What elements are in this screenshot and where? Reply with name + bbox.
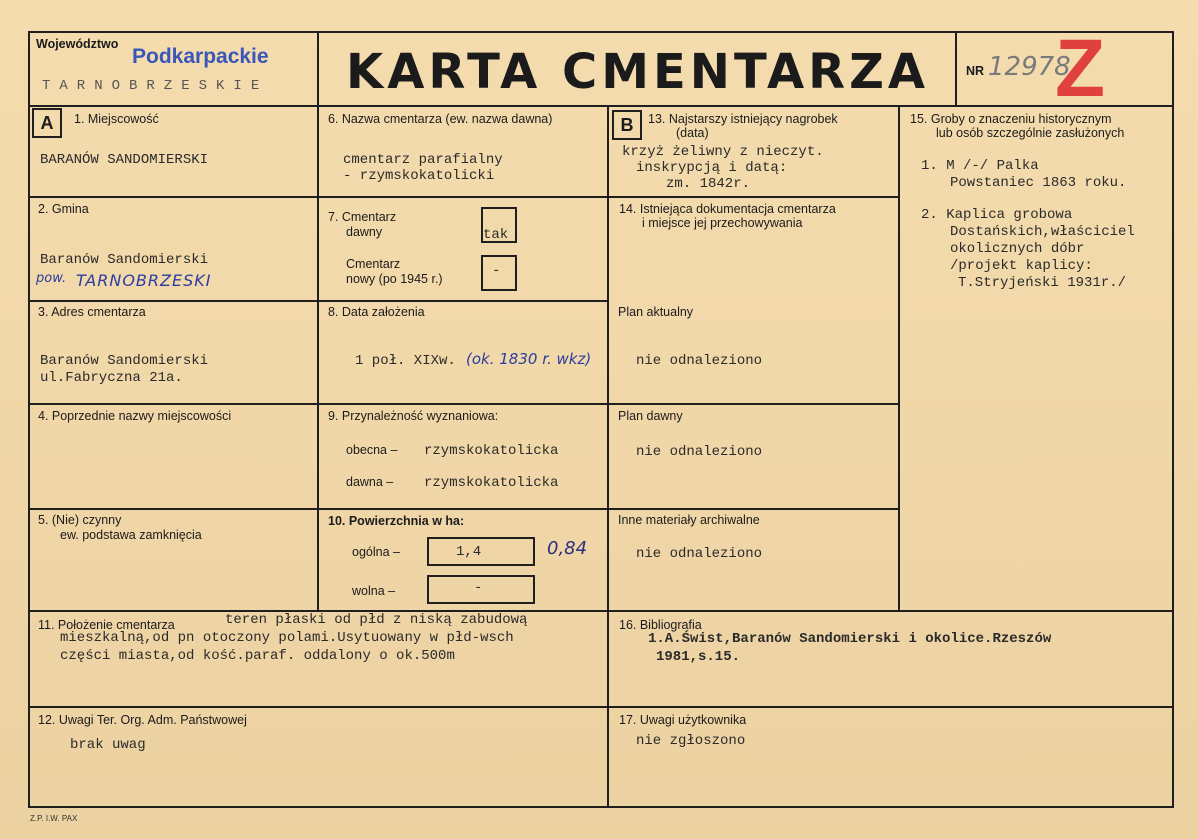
f5-label-1: 5. (Nie) czynny xyxy=(38,513,122,527)
f4-label: 4. Poprzednie nazwy miejscowości xyxy=(38,409,232,423)
f10-ogolna-label: ogólna – xyxy=(352,545,400,559)
f16-value-1: 1.A.Świst,Baranów Sandomierski i okolice.Rzeszów xyxy=(648,631,1052,647)
f10-ogolna-value: 1,4 xyxy=(456,544,482,560)
f13-value-2: inskrypcją i datą: xyxy=(636,160,788,176)
col-divider-1 xyxy=(317,31,319,611)
row-m4 xyxy=(317,508,609,510)
plan-dawny-label: Plan dawny xyxy=(618,409,683,423)
row-a4 xyxy=(28,508,319,510)
f12-value: brak uwag xyxy=(70,737,146,753)
row-bottom-2 xyxy=(28,706,1174,708)
row-bottom-1 xyxy=(28,610,1174,612)
frame-bottom xyxy=(28,806,1174,808)
f14-label-2: i miejsce jej przechowywania xyxy=(642,216,803,230)
f2-hand-prefix: pow. xyxy=(36,271,67,286)
f15-v1-1: 1. M /-/ Palka xyxy=(921,158,1039,174)
f17-value: nie zgłoszono xyxy=(636,733,746,749)
f10-wolna-label: wolna – xyxy=(352,584,396,598)
f6-label: 6. Nazwa cmentarza (ew. nazwa dawna) xyxy=(328,112,553,126)
f15-label-1: 15. Groby o znaczeniu historycznym xyxy=(910,112,1112,126)
f9-obecna-value: rzymskokatolicka xyxy=(424,443,559,459)
page-title: KARTA CMENTARZA xyxy=(346,44,930,100)
f15-v2-1: 2. Kaplica grobowa xyxy=(921,207,1073,223)
section-b-marker: B xyxy=(612,110,642,140)
f10-hand: 0,84 xyxy=(547,538,588,559)
f10-wolna-value: - xyxy=(474,580,483,596)
f9-dawna-value: rzymskokatolicka xyxy=(424,475,559,491)
f2-label: 2. Gmina xyxy=(38,202,89,216)
f7-dawny-value: tak xyxy=(483,227,509,243)
header-divider xyxy=(28,105,1174,107)
row-a3 xyxy=(28,403,319,405)
f13-value-1: krzyż żeliwny z nieczyt. xyxy=(622,144,824,160)
f2-value: Baranów Sandomierski xyxy=(40,252,209,268)
nr-value: 12978 xyxy=(988,52,1071,82)
row-b3 xyxy=(607,508,900,510)
col-divider-3 xyxy=(898,105,900,611)
f15-label-2: lub osób szczególnie zasłużonych xyxy=(936,126,1125,140)
inne-value: nie odnaleziono xyxy=(636,546,763,562)
f7-nowy-label-1: Cmentarz xyxy=(346,257,401,271)
row-a1 xyxy=(28,196,319,198)
f11-value-1: teren płaski od płd z niską zabudową xyxy=(225,612,528,628)
section-a-marker: A xyxy=(32,108,62,138)
f1-label: 1. Miejscowość xyxy=(74,112,159,126)
f8-hand: (ok. 1830 r. wkz) xyxy=(466,350,592,368)
wojewodztwo-label: Województwo xyxy=(36,37,119,51)
frame-right xyxy=(1172,31,1174,808)
f10-label: 10. Powierzchnia w ha: xyxy=(328,514,465,528)
printer-mark: Z.P. I.W. PAX xyxy=(30,814,78,823)
z-mark: Z xyxy=(1055,23,1106,114)
f15-v1-2: Powstaniec 1863 roku. xyxy=(950,175,1127,191)
f11-value-3: części miasta,od kość.paraf. oddalony o ok.500m xyxy=(60,648,455,664)
f15-v2-3: okolicznych dóbr xyxy=(950,241,1085,257)
f13-label-2: (data) xyxy=(676,126,709,140)
nr-label: NR xyxy=(966,64,985,78)
plan-dawny-value: nie odnaleziono xyxy=(636,444,763,460)
f6-value-1: cmentarz parafialny xyxy=(343,152,503,168)
f8-label: 8. Data założenia xyxy=(328,305,425,319)
f8-value: 1 poł. XIXw. xyxy=(355,353,456,369)
f12-label: 12. Uwagi Ter. Org. Adm. Państwowej xyxy=(38,713,247,727)
f3-value-1: Baranów Sandomierski xyxy=(40,353,209,369)
plan-aktualny-label: Plan aktualny xyxy=(618,305,694,319)
f3-label: 3. Adres cmentarza xyxy=(38,305,146,319)
old-region: TARNOBRZESKIE xyxy=(42,78,269,94)
f7-dawny-label: dawny xyxy=(346,225,383,239)
f5-label-2: ew. podstawa zamknięcia xyxy=(60,528,202,542)
row-b2 xyxy=(607,403,900,405)
f2-hand: TARNOBRZESKI xyxy=(76,271,212,290)
f6-value-2: - rzymskokatolicki xyxy=(343,168,495,184)
row-m1 xyxy=(317,196,609,198)
f11-label: 11. Położenie cmentarza xyxy=(38,618,175,632)
f16-value-2: 1981,s.15. xyxy=(656,649,741,665)
f13-value-3: zm. 1842r. xyxy=(666,176,751,192)
nr-divider xyxy=(955,31,957,107)
f17-label: 17. Uwagi użytkownika xyxy=(619,713,747,727)
col-divider-2 xyxy=(607,105,609,807)
f15-v2-5: T.Stryjeński 1931r./ xyxy=(958,275,1127,291)
f11-value-2: mieszkalną,od pn otoczony polami.Usytuowany w płd-wsch xyxy=(60,630,514,646)
row-a2 xyxy=(28,300,319,302)
f7-label: 7. Cmentarz xyxy=(328,210,397,224)
f9-obecna-label: obecna – xyxy=(346,443,398,457)
f9-dawna-label: dawna – xyxy=(346,475,394,489)
f1-value: BARANÓW SANDOMIERSKI xyxy=(40,152,209,168)
f7-nowy-label-2: nowy (po 1945 r.) xyxy=(346,272,443,286)
row-m3 xyxy=(317,403,609,405)
f3-value-2: ul.Fabryczna 21a. xyxy=(40,370,183,386)
f14-label-1: 14. Istniejąca dokumentacja cmentarza xyxy=(619,202,836,216)
row-b1 xyxy=(607,196,900,198)
f7-nowy-value: - xyxy=(492,263,501,279)
f9-label: 9. Przynależność wyznaniowa: xyxy=(328,409,499,423)
frame-left xyxy=(28,31,30,808)
plan-aktualny-value: nie odnaleziono xyxy=(636,353,763,369)
f16-label: 16. Bibliografia xyxy=(619,618,702,632)
f15-v2-2: Dostańskich,właściciel xyxy=(950,224,1135,240)
frame-top xyxy=(28,31,1174,33)
f15-v2-4: /projekt kaplicy: xyxy=(950,258,1093,274)
wojewodztwo-stamp: Podkarpackie xyxy=(132,45,269,68)
f13-label-1: 13. Najstarszy istniejący nagrobek xyxy=(648,112,838,126)
inne-label: Inne materiały archiwalne xyxy=(618,513,760,527)
row-m2 xyxy=(317,300,609,302)
